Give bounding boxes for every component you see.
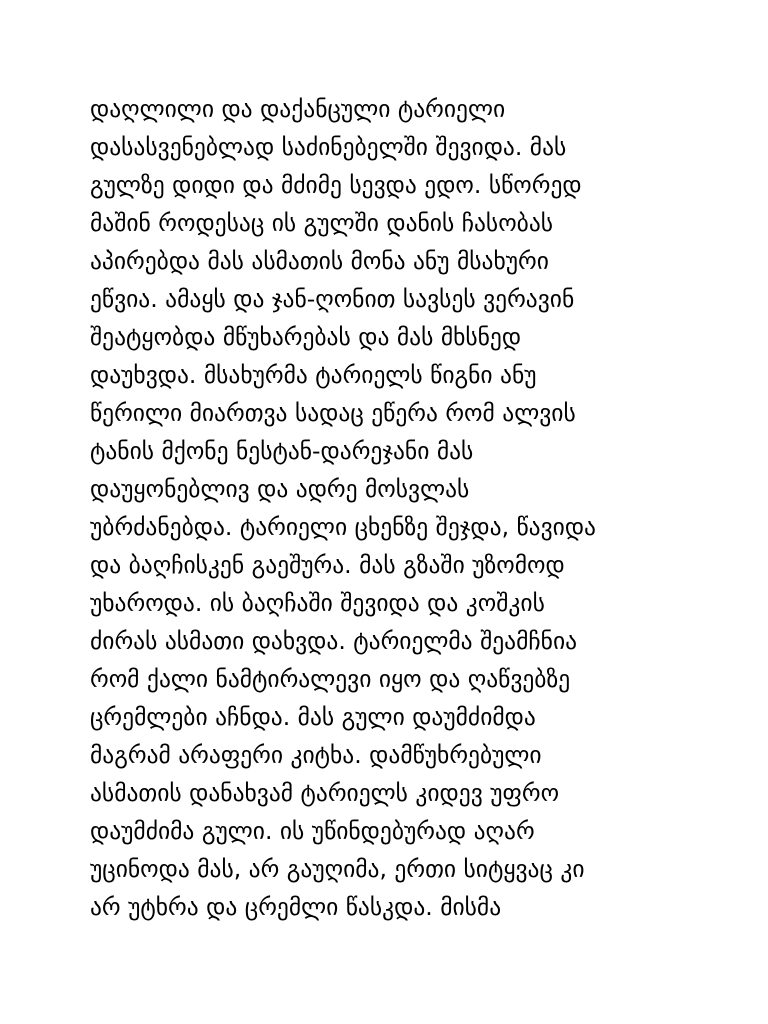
body-text bbox=[90, 90, 750, 926]
text-line: მაშინ როდესაც ის გულში დანის ჩასობას bbox=[90, 209, 554, 237]
text-line: დასასვენებლად საძინებელში შევიდა. მას bbox=[90, 133, 567, 161]
text-line: ტანის მქონე ნესტან-დარეჯანი მას bbox=[90, 437, 474, 465]
text-line: დაუმძიმა გული. ის უწინდებურად აღარ bbox=[90, 817, 535, 845]
text-line: და ბაღჩისკენ გაეშურა. მას გზაში უზომოდ bbox=[90, 551, 565, 579]
text-line: უბრძანებდა. ტარიელი ცხენზე შეჯდა, წავიდა bbox=[90, 513, 596, 541]
text-line: არ უტხრა და ცრემლი წასკდა. მისმა bbox=[90, 893, 502, 921]
text-line: რომ ქალი ნამტირალევი იყო და ღაწვებზე bbox=[90, 665, 571, 693]
text-line: აპირებდა მას ასმათის მონა ანუ მსახური bbox=[90, 247, 549, 275]
text-line: დაუხვდა. მსახურმა ტარიელს წიგნი ანუ bbox=[90, 361, 537, 389]
text-line: ასმათის დანახვამ ტარიელს კიდევ უფრო bbox=[90, 779, 560, 807]
text-line: დაღლილი და დაქანცული ტარიელი bbox=[90, 95, 506, 123]
text-line: გულზე დიდი და მძიმე სევდა ედო. სწორედ bbox=[90, 171, 582, 199]
text-line: ძირას ასმათი დახვდა. ტარიელმა შეამჩნია bbox=[90, 627, 578, 655]
text-line: წერილი მიართვა სადაც ეწერა რომ ალვის bbox=[90, 399, 576, 427]
text-line: უცინოდა მას, არ გაუღიმა, ერთი სიტყვაც კი bbox=[90, 855, 585, 883]
text-line: შეატყობდა მწუხარებას და მას მხსნედ bbox=[90, 323, 522, 351]
text-line: მაგრამ არაფერი კიტხა. დამწუხრებული bbox=[90, 741, 542, 769]
text-line: დაუყონებლივ და ადრე მოსვლას bbox=[90, 475, 470, 503]
text-line: ცრემლები აჩნდა. მას გული დაუმძიმდა bbox=[90, 703, 536, 731]
text-line: ეწვია. ამაყს და ჯან-ღონით სავსეს ვერავინ bbox=[90, 285, 575, 313]
text-line: უხაროდა. ის ბაღჩაში შევიდა და კოშკის bbox=[90, 589, 545, 617]
